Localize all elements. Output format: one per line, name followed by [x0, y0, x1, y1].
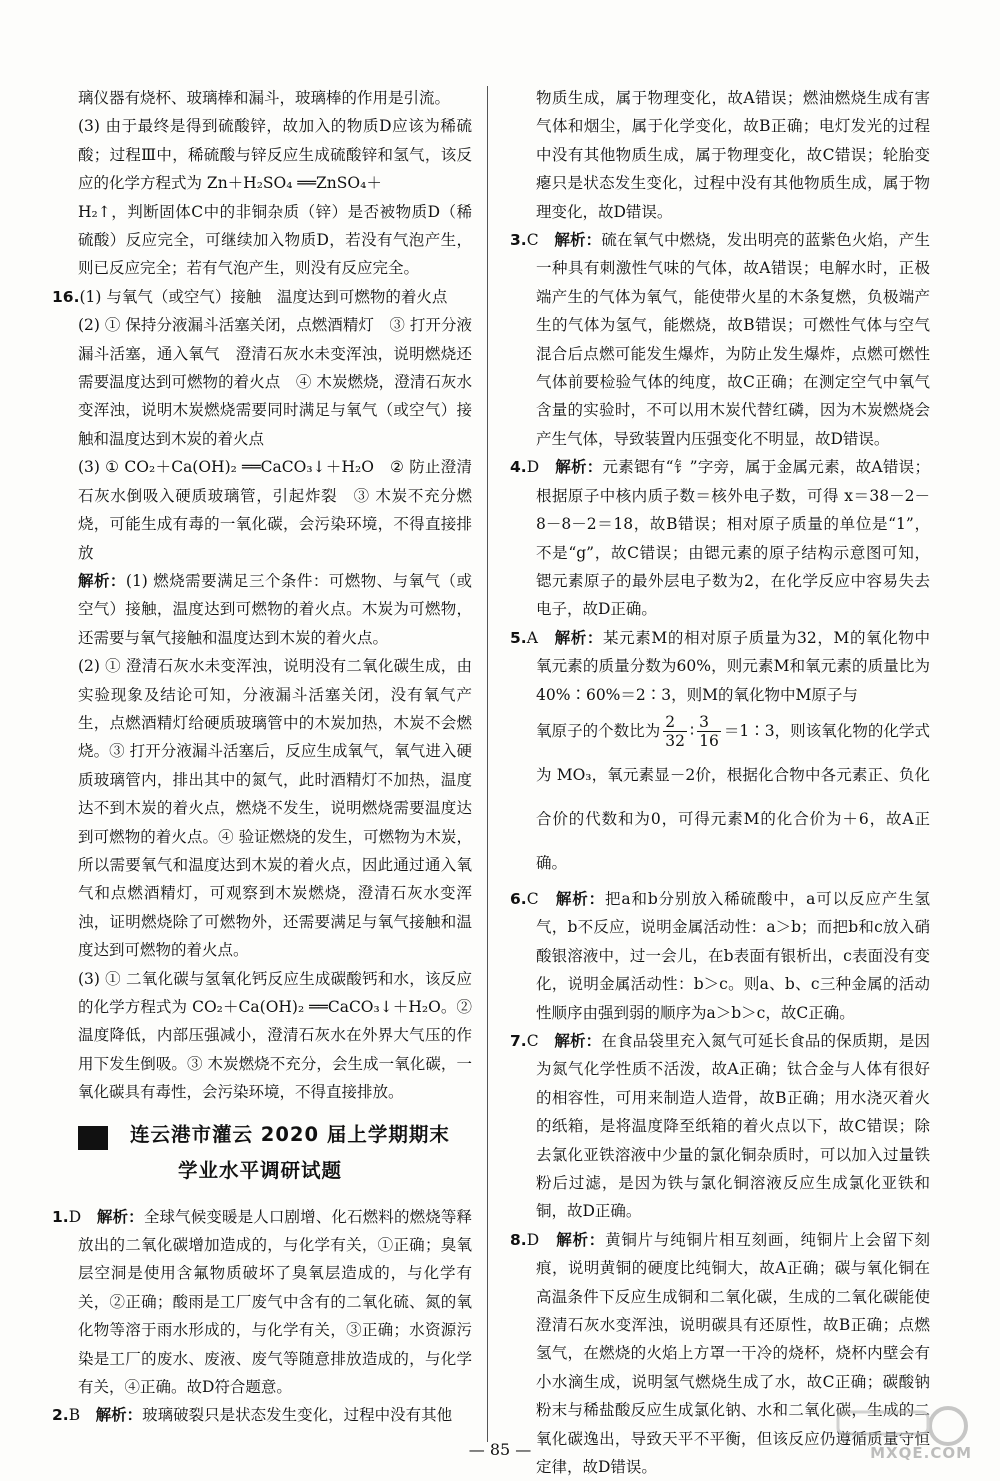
explanation-label: 解析：: [556, 1229, 606, 1249]
question-3: [510, 226, 930, 453]
explanation-label: 解析：: [554, 230, 602, 250]
explanation-text: 硫在氧气中燃烧，发出明亮的蓝紫色火焰，产生一种具有刺激性气味的气体，故A错误；电解水时，正极端产生的气体为氧气，能使带火星的木条复燃，负极端产生的气体为氢气，能燃烧，故B错误；可燃性气体与空气混合后点燃可能发生爆炸，为防止发生爆炸，点燃可燃性气体前要检验气体的纯度，故C正确；在测定空气中氧气含量的实验时，不可以用木炭代替红磷，因为木炭燃烧会产生气体，导致装置内压强变化不明显，故D错误。: [536, 231, 930, 448]
explanation-label: 解析：: [554, 1030, 602, 1050]
answer-text: (1) 与氧气（或空气）接触 温度达到可燃物的着火点: [79, 287, 448, 306]
question-16-answer-3: (3) ① CO₂＋Ca(OH)₂ ══CaCO₃↓＋H₂O ② 防止澄清石灰水倒吸入硬质玻璃管，引起炸裂 ③ 木炭不充分燃烧，可能生成有毒的一氧化碳，会污染环境，不得直接排放: [78, 458, 472, 562]
answer-letter: A: [526, 628, 538, 647]
question-16-explanation-2: (2) ① 澄清石灰水未变浑浊，说明没有二氧化碳生成，由实验现象及结论可知，分液漏斗活塞关闭，没有氧气产生，点燃酒精灯给硬质玻璃管中的木炭加热，木炭不会燃烧。③ 打开分液漏斗活塞后，反应生成氧气，氧气进入硬质玻璃管内，排出其中的氮气，此时酒精灯不加热，温度达不到木炭的着火点，燃烧不发生，说明燃烧需要温度达到可燃物的着火点。④ 验证燃烧的发生，可燃物为木炭，所以需要氧气和温度达到木炭的着火点，因此通过通入氧气和点燃酒精灯，可观察到木炭燃烧，澄清石灰水变浑浊，证明燃烧除了可燃物外，还需要满足与氧气接触和温度达到可燃物的着火点。: [78, 657, 472, 960]
answer-letter: C: [526, 1031, 539, 1050]
fraction: [663, 713, 687, 750]
fraction-numerator: 3: [697, 713, 721, 732]
question-number: 2.: [52, 1406, 69, 1425]
explanation-text: 全球气候变暖是人口剧增、化石燃料的燃烧等释放出的二氧化碳增加造成的，与化学有关，①正确；臭氧层空洞是使用含氟物质破坏了臭氧层造成的，与化学有关，②正确；酸雨是工厂废气中含有的二氧化硫、氮的氧化物等溶于雨水形成的，与化学有关，③正确；水资源污染是工厂的废水、废液、废气等随意排放造成的，与化学有关，④正确。故D符合题意。: [78, 1207, 472, 1397]
explanation-label: 解析：: [554, 627, 604, 647]
heading-line-1: 连云港市灌云 2020 届上学期期末: [130, 1122, 450, 1146]
question-5-ratio: [510, 709, 930, 885]
answer-letter: D: [526, 458, 540, 477]
question-16-explanation-1: [52, 567, 472, 652]
question-number: 4.: [510, 458, 527, 477]
explanation-label: 解析：: [95, 1405, 143, 1425]
explanation-text: 黄铜片与纯铜片相互刻画，纯铜片上会留下刻痕，说明黄铜的硬度比纯铜大，故A正确；碳与氧化铜在高温条件下反应生成铜和二氧化碳，生成的二氧化碳能使澄清石灰水变浑浊，说明碳具有还原性，故B正确；点燃氢气，在燃烧的火焰上方罩一干冷的烧杯，烧杯内壁会有小水滴生成，说明氢气燃烧生成了水，故C正确；碳酸钠粉末与稀盐酸反应生成氯化钠、水和二氧化碳，生成的二氧化碳逸出，导致天平不平衡，但该反应仍遵循质量守恒定律，故D错误。: [536, 1230, 930, 1477]
fraction-denominator: 16: [699, 732, 719, 751]
explanation-text: 在食品袋里充入氮气可延长食品的保质期，是因为氮气化学性质不活泼，故A正确；钛合金与人体有很好的相容性，可用来制造人造骨，故B正确；用水浇灭着火的纸箱，是将温度降至纸箱的着火点以下，故C错误；除去氯化亚铁溶液中少量的氯化铜杂质时，可以加入过量铁粉后过滤，是因为铁与氯化铜溶液反应生成氯化亚铁和铜，故D正确。: [536, 1031, 930, 1221]
explanation-text: 把a和b分别放入稀硫酸中，a可以反应产生氢气，b不反应，说明金属活动性：a＞b；而把b和c放入硝酸银溶液中，过一会儿，在b表面有银析出，c表面没有变化，说明金属活动性：b＞c。则a、b、c三种金属的活动性顺序由强到弱的顺序为a＞b＞c，故C正确。: [536, 889, 930, 1022]
fraction: [697, 713, 721, 750]
question-16-answer-2: (2) ① 保持分液漏斗活塞关闭，点燃酒精灯 ③ 打开分液漏斗活塞，通入氧气 澄清石灰水未变浑浊，说明燃烧还需要温度达到可燃物的着火点 ④ 木炭燃烧，澄清石灰水变浑浊，说明木炭燃烧需要同时满足与氧气（或空气）接触和温度达到木炭的着火点: [78, 316, 472, 448]
right-column: [510, 84, 930, 1481]
explanation-label: 解析：: [78, 570, 126, 590]
page-number: — 85 —: [468, 1440, 532, 1459]
explanation-text: 玻璃破裂只是状态发生变化，过程中没有其他: [142, 1406, 453, 1425]
question-4: [510, 453, 930, 623]
paragraph-part3-a: (3) 由于最终是得到硫酸锌，故加入的物质D应该为稀硫酸；过程Ⅲ中，稀硫酸与锌反应生成硫酸锌和氢气，该反应的化学方程式为 Zn＋H₂SO₄ ══ZnSO₄＋: [78, 117, 472, 193]
question-2-continued: 物质生成，属于物理变化，故A错误；燃油燃烧生成有害气体和烟尘，属于化学变化，故B正确；电灯发光的过程中没有其他物质生成，属于物理变化，故C错误；轮胎变瘪只是状态发生变化，过程中没有其他物质生成，属于物理变化，故D错误。: [536, 89, 930, 221]
heading-line-2: 学业水平调研试题: [178, 1158, 343, 1182]
explanation-text: 某元素M的相对原子质量为32，M的氧化物中氧元素的质量分数为60%，则元素M和氧元素的质量比为 40%∶60%＝2∶3，则M的氧化物中M原子与: [536, 628, 930, 704]
section-heading: [52, 1121, 472, 1191]
heading-block-icon: [78, 1126, 108, 1150]
question-number: 16.: [52, 287, 80, 306]
question-1: [52, 1203, 472, 1402]
question-16-answer-1: [52, 283, 472, 311]
explanation-text: ＝1∶3，则该氧化物的化学式为 MO₃，氧元素显－2价，根据化合物中各元素正、负化合价的代数和为0，可得元素M的化合价为＋6，故A正确。: [536, 721, 930, 872]
question-number: 3.: [510, 231, 527, 250]
question-number: 7.: [510, 1031, 527, 1050]
question-5: [510, 624, 930, 709]
question-number: 5.: [510, 628, 527, 647]
answer-letter: D: [68, 1207, 82, 1226]
question-2: [52, 1401, 472, 1429]
explanation-text: 元素锶有“钅”字旁，属于金属元素，故A错误；根据原子中核内质子数＝核外电子数，可得 x＝38－2－8－8－2＝18，故B错误；相对原子质量的单位是“1”，不是“g”，故C错误；由锶元素的原子结构示意图可知，锶元素原子的最外层电子数为2，在化学反应中容易失去电子，故D正确。: [536, 458, 930, 619]
question-number: 1.: [52, 1207, 69, 1226]
explanation-label: 解析：: [555, 457, 603, 477]
question-6: [510, 885, 930, 1027]
explanation-label: 解析：: [555, 888, 605, 908]
question-number: 6.: [510, 889, 527, 908]
left-column: [52, 84, 472, 1430]
watermark-logo: [828, 1400, 978, 1464]
explanation-text: (1) 燃烧需要满足三个条件：可燃物、与氧气（或空气）接触，温度达到可燃物的着火点。木炭为可燃物，还需要与氧气接触和温度达到木炭的着火点。: [78, 571, 472, 647]
answer-letter: C: [526, 231, 539, 250]
question-number: 8.: [510, 1230, 527, 1249]
fraction-denominator: 32: [665, 732, 686, 751]
watermark-text: MXQE.COM: [870, 1444, 972, 1462]
question-7: [510, 1027, 930, 1226]
answer-letter: D: [526, 1230, 540, 1249]
question-16-explanation-3: (3) ① 二氧化碳与氢氧化钙反应生成碳酸钙和水，该反应的化学方程式为 CO₂＋Ca(OH)₂ ══CaCO₃↓＋H₂O。② 温度降低，内部压强减小，澄清石灰水在外界大气压的作用下发生倒吸。③ 木炭燃烧不充分，会生成一氧化碳，一氧化碳具有毒性，会污染环境，不得直接排放。: [78, 969, 472, 1102]
explanation-label: 解析：: [96, 1206, 144, 1226]
column-divider: [487, 86, 488, 1442]
paragraph-part3-b: H₂↑，判断固体C中的非铜杂质（锌）是否被物质D（稀硫酸）反应完全，可继续加入物质D，若没有气泡产生，则已反应完全；若有气泡产生，则没有反应完全。: [78, 202, 472, 278]
answer-letter: C: [526, 889, 539, 908]
ratio-colon: ∶: [690, 721, 695, 740]
explanation-text: 氧原子的个数比为: [536, 721, 661, 740]
paragraph-intro: 璃仪器有烧杯、玻璃棒和漏斗，玻璃棒的作用是引流。: [78, 89, 451, 107]
fraction-numerator: 2: [663, 713, 687, 732]
answer-letter: B: [68, 1406, 81, 1425]
